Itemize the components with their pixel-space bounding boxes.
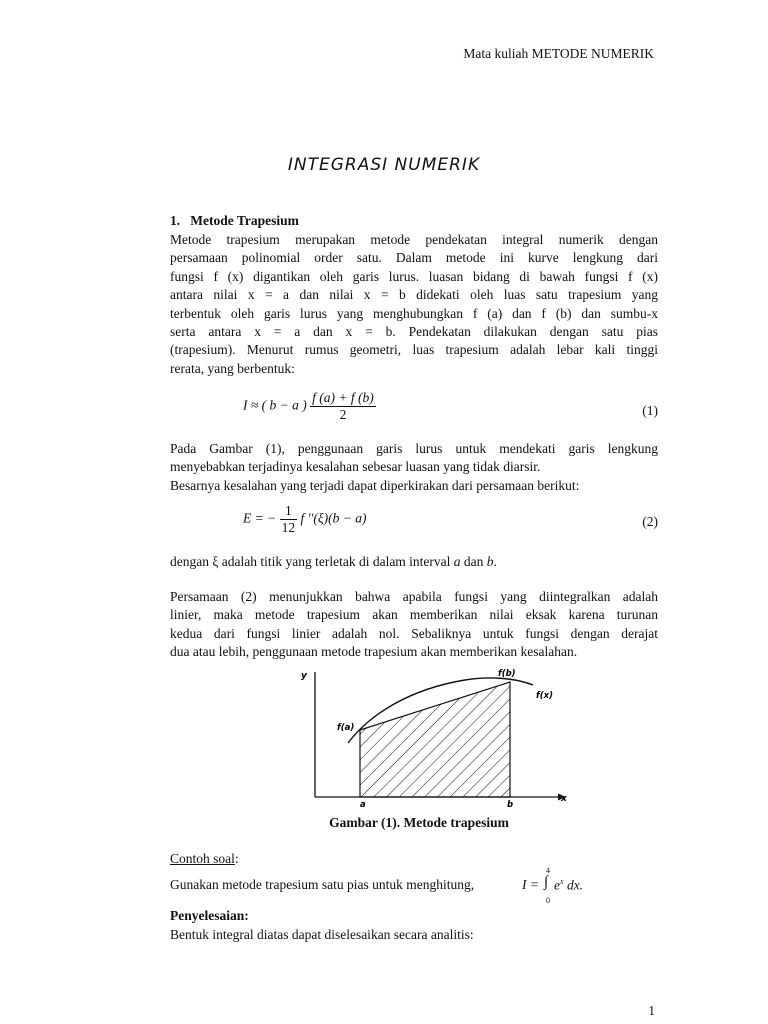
figure-caption: Gambar (1). Metode trapesium bbox=[329, 815, 509, 830]
page-number: 1 bbox=[648, 1003, 655, 1018]
contoh-soal bbox=[170, 851, 239, 867]
problem-statement bbox=[170, 877, 474, 893]
text-line: persamaan polinomial order satu. Dalam metode ini kurve lengkung dari bbox=[170, 250, 658, 266]
paragraph-5 bbox=[170, 588, 658, 662]
integrand bbox=[554, 877, 583, 894]
text-line: serta antara x = a dan x = b. Pendekatan dilakukan dengan satu pias bbox=[170, 324, 658, 340]
equation-2-number: (2) bbox=[642, 514, 658, 529]
equation-1-number: (1) bbox=[642, 403, 658, 418]
integral-lhs: I = bbox=[522, 877, 539, 892]
paragraph-1 bbox=[170, 231, 658, 378]
contoh-label: Contoh soal bbox=[170, 851, 235, 866]
trapezoid-figure bbox=[290, 664, 580, 814]
fa-label: f(a) bbox=[337, 723, 355, 733]
equation-1 bbox=[243, 390, 376, 423]
text-line: (trapesium). Menurut rumus geometri, luas trapesium adalah lebar kali tinggi bbox=[170, 342, 658, 358]
integrand-exponent: x bbox=[560, 877, 564, 886]
eq2-denominator: 12 bbox=[281, 520, 296, 535]
integrand-dx: dx. bbox=[563, 877, 584, 893]
solution-text: Bentuk integral diatas dapat diselesaikan secara analitis: bbox=[170, 927, 474, 942]
page-header: Mata kuliah METODE NUMERIK bbox=[463, 46, 654, 61]
x-axis-label: x bbox=[561, 794, 567, 804]
y-axis-label: y bbox=[301, 671, 307, 681]
fx-label: f(x) bbox=[536, 691, 553, 701]
text-line: Besarnya kesalahan yang terjadi dapat diperkirakan dari persamaan berikut: bbox=[170, 477, 580, 493]
b-label: b bbox=[507, 800, 514, 810]
section-number: 1. bbox=[170, 213, 181, 228]
problem-text: Gunakan metode trapesium satu pias untuk menghitung, bbox=[170, 877, 475, 892]
text-line: Metode trapesium merupakan metode pendekatan integral numerik dengan bbox=[170, 232, 658, 247]
text-line: linier, maka metode trapesium akan memberikan nilai eksak karena turunan bbox=[170, 607, 658, 623]
paragraph-4 bbox=[170, 553, 658, 571]
fb-label: f(b) bbox=[498, 669, 516, 679]
text-line: rerata, yang berbentuk: bbox=[170, 360, 295, 376]
paragraph-2 bbox=[170, 440, 658, 495]
eq2-rhs: f ''(ξ)(b − a) bbox=[300, 510, 367, 526]
a-label: a bbox=[360, 800, 366, 810]
integral-sign: ∫ bbox=[544, 874, 549, 890]
section-title: Metode Trapesium bbox=[190, 213, 299, 228]
integrand-base: e bbox=[554, 877, 560, 893]
text-run: dengan ξ adalah titik yang terletak di dalam interval bbox=[170, 554, 454, 569]
text-line: Persamaan (2) menunjukkan bahwa apabila fungsi yang diintegralkan adalah bbox=[170, 589, 658, 604]
page-title: INTEGRASI NUMERIK bbox=[287, 155, 481, 175]
integral-lower: 0 bbox=[546, 896, 550, 905]
section-heading bbox=[170, 213, 299, 229]
text-line: antara nilai x = a dan nilai x = b didekati oleh luas satu trapesium yang bbox=[170, 287, 658, 303]
text-line: dua atau lebih, penggunaan metode trapesium akan memberikan kesalahan. bbox=[170, 644, 578, 660]
eq1-lhs: I ≈ ( b − a ) bbox=[243, 397, 307, 413]
text-line: fungsi f (x) digantikan oleh garis lurus. luasan bidang di bawah fungsi f (x) bbox=[170, 268, 658, 284]
text-run: dan bbox=[460, 554, 487, 569]
text-line: menyebabkan terjadinya kesalahan sebesar luasan yang tidak diarsir. bbox=[170, 459, 541, 475]
text-line: terbentuk oleh garis lurus yang menghubungkan f (a) dan f (b) dan sumbu-x bbox=[170, 305, 658, 321]
text-line: Pada Gambar (1), penggunaan garis lurus untuk mendekati garis lengkung bbox=[170, 441, 658, 456]
solution-heading: Penyelesaian: bbox=[170, 908, 249, 923]
colon: : bbox=[234, 851, 239, 866]
eq2-numerator: 1 bbox=[280, 503, 298, 520]
var-b: b bbox=[486, 554, 494, 569]
integral-upper: 4 bbox=[546, 866, 550, 875]
text-run: . bbox=[493, 554, 497, 569]
eq2-lhs: E = − bbox=[243, 510, 277, 526]
var-a: a bbox=[453, 554, 461, 569]
text-line: kedua dari fungsi linier adalah nol. Sebaliknya untuk fungsi dengan derajat bbox=[170, 625, 658, 641]
problem-integral bbox=[522, 866, 642, 906]
trapezoid-area bbox=[360, 682, 510, 797]
eq1-denominator: 2 bbox=[339, 407, 347, 422]
eq1-numerator: f (a) + f (b) bbox=[312, 390, 374, 405]
equation-2 bbox=[243, 503, 367, 536]
